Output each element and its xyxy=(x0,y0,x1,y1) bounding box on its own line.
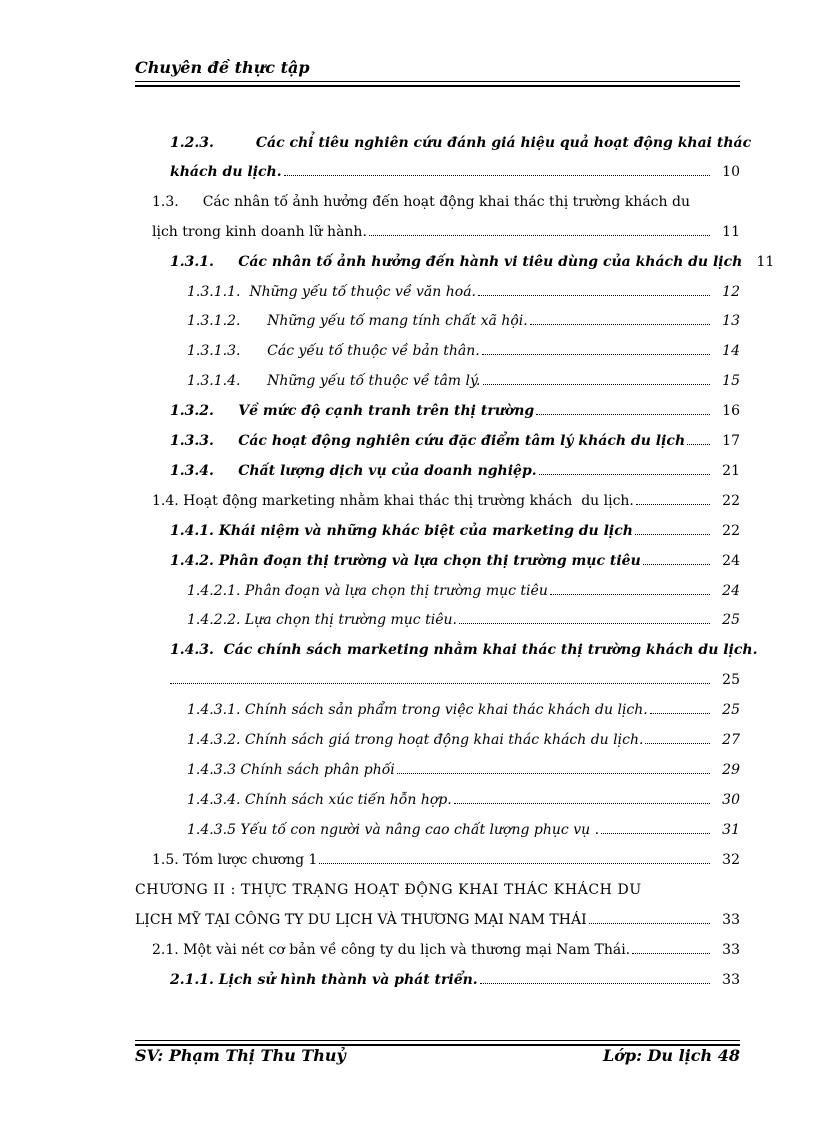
dot-leader xyxy=(636,490,710,505)
toc-entry-2-1-1[interactable] xyxy=(170,969,740,991)
dot-leader xyxy=(650,699,710,714)
toc-entry-1-4-3-2[interactable] xyxy=(187,729,740,751)
toc-entry-1-4-3-3[interactable] xyxy=(187,759,740,781)
toc-text: 1.3.2. Về mức độ cạnh tranh trên thị trường xyxy=(170,403,535,419)
toc-entry-1-3-1[interactable] xyxy=(170,251,775,273)
toc-text: 1.3.4. Chất lượng dịch vụ của doanh nghiệp. xyxy=(170,463,537,479)
toc-text: 1.3.1.4. Những yếu tố thuộc về tâm lý. xyxy=(187,373,481,389)
toc-entry-1-4-3-5[interactable] xyxy=(187,819,740,841)
toc-page-number: 25 xyxy=(722,702,740,718)
dot-leader xyxy=(643,550,710,565)
dot-leader xyxy=(530,310,710,325)
dot-leader xyxy=(632,939,710,954)
toc-text: 1.4.1. Khái niệm và những khác biệt của marketing du lịch xyxy=(170,523,633,539)
toc-page-number: 17 xyxy=(722,433,740,449)
toc-page-number: 11 xyxy=(722,224,740,240)
toc-text: 1.3.1.3. Các yếu tố thuộc về bản thân. xyxy=(187,343,480,359)
toc-entry-1-3-3[interactable] xyxy=(170,430,740,452)
footer-student-name: SV: Phạm Thị Thu Thuỷ xyxy=(135,1046,346,1065)
toc-entry-1-3-line1 xyxy=(152,191,690,213)
dot-leader xyxy=(397,759,710,774)
toc-page-number: 10 xyxy=(722,164,740,180)
toc-page-number: 29 xyxy=(722,762,740,778)
toc-page-number: 14 xyxy=(722,343,740,359)
toc-chapter-2-line1 xyxy=(135,879,642,901)
dot-leader xyxy=(480,969,710,984)
toc-entry-1-5[interactable] xyxy=(152,849,740,871)
toc-text: 1.5. Tóm lược chương 1 xyxy=(152,852,318,868)
toc-entry-1-3-1-3[interactable] xyxy=(187,340,740,362)
toc-entry-1-3-2[interactable] xyxy=(170,400,740,422)
toc-entry-1-4-3-line1 xyxy=(170,639,757,661)
dot-leader xyxy=(483,370,710,385)
toc-text: 1.3.3. Các hoạt động nghiên cứu đặc điểm tâm lý khách du lịch xyxy=(170,433,686,449)
toc-entry-1-4-2-2[interactable] xyxy=(187,609,740,631)
toc-text: 1.4.2.1. Phân đoạn và lựa chọn thị trường mục tiêu xyxy=(187,583,548,599)
toc-text: 1.3.1. Các nhân tố ảnh hưởng đến hành vi tiêu dùng của khách du lịch xyxy=(170,254,743,270)
toc-text: Các chỉ tiêu nghiên cứu đánh giá hiệu quả hoạt động khai thác xyxy=(255,135,752,151)
toc-text: CHƯƠNG II : THỰC TRẠNG HOẠT ĐỘNG KHAI THÁC KHÁCH DU xyxy=(135,882,642,898)
toc-entry-1-2-3-line1 xyxy=(170,132,751,154)
dot-leader xyxy=(645,729,710,744)
toc-page-number: 15 xyxy=(722,373,740,389)
toc-text: 1.4. Hoạt động marketing nhằm khai thác thị trường khách du lịch. xyxy=(152,493,634,509)
toc-page-number: 32 xyxy=(722,852,740,868)
toc-text: 2.1. Một vài nét cơ bản về công ty du lịch và thương mại Nam Thái. xyxy=(152,942,631,958)
toc-text: 1.4.3.5 Yếu tố con người và nâng cao chất lượng phục vụ . xyxy=(187,822,600,838)
dot-leader xyxy=(454,789,710,804)
toc-page-number: 31 xyxy=(722,822,740,838)
toc-text: 1.4.3.1. Chính sách sản phẩm trong việc khai thác khách du lịch. xyxy=(187,702,648,718)
toc-page-number: 24 xyxy=(722,583,740,599)
dot-leader xyxy=(687,430,710,445)
toc-page-number: 16 xyxy=(722,403,740,419)
page-header-title: Chuyên đề thực tập xyxy=(135,58,310,77)
toc-text: 1.3.1.1. Những yếu tố thuộc về văn hoá. xyxy=(187,284,476,300)
toc-entry-2-1[interactable] xyxy=(152,939,740,961)
toc-entry-1-4[interactable] xyxy=(152,490,740,512)
toc-entry-1-3-1-2[interactable] xyxy=(187,310,740,332)
toc-text: 1.4.3.2. Chính sách giá trong hoạt động khai thác khách du lịch. xyxy=(187,732,644,748)
dot-leader xyxy=(478,281,710,296)
toc-text: 1.4.2.2. Lựa chọn thị trường mục tiêu. xyxy=(187,612,457,628)
dot-leader xyxy=(284,161,710,176)
toc-page-number: 22 xyxy=(722,493,740,509)
toc-page-number: 12 xyxy=(722,284,740,300)
toc-text: 1.4.3.3 Chính sách phân phối xyxy=(187,762,395,778)
dot-leader xyxy=(319,849,710,864)
toc-page-number: 25 xyxy=(722,612,740,628)
page-footer xyxy=(135,1046,740,1065)
toc-entry-1-4-3[interactable] xyxy=(170,669,740,691)
dot-leader xyxy=(635,520,710,535)
toc-text: Các nhân tố ảnh hưởng đến hoạt động khai thác thị trường khách du xyxy=(202,194,690,210)
toc-chapter-2[interactable] xyxy=(135,909,740,931)
toc-page-number: 13 xyxy=(722,313,740,329)
toc-page-number: 30 xyxy=(722,792,740,808)
toc-entry-1-2-3[interactable] xyxy=(170,161,740,183)
toc-entry-1-3-1-1[interactable] xyxy=(187,281,740,303)
toc-page-number: 21 xyxy=(722,463,740,479)
dot-leader xyxy=(536,400,710,415)
toc-text: lịch trong kinh doanh lữ hành. xyxy=(152,224,367,240)
toc-number: 1.2.3. xyxy=(170,135,214,151)
dot-leader xyxy=(550,580,710,595)
dot-leader xyxy=(459,609,710,624)
toc-entry-1-4-2-1[interactable] xyxy=(187,580,740,602)
toc-page-number: 24 xyxy=(722,553,740,569)
toc-page-number: 25 xyxy=(722,672,740,688)
dot-leader xyxy=(170,669,710,684)
toc-text: khách du lịch. xyxy=(170,164,282,180)
toc-page-number: 33 xyxy=(722,972,740,988)
toc-number: 1.3. xyxy=(152,194,179,210)
footer-class: Lớp: Du lịch 48 xyxy=(602,1046,740,1065)
header-rule xyxy=(135,81,740,87)
toc-entry-1-3-1-4[interactable] xyxy=(187,370,740,392)
toc-page-number: 33 xyxy=(722,912,740,928)
toc-text: 1.4.2. Phân đoạn thị trường và lựa chọn thị trường mục tiêu xyxy=(170,553,641,569)
toc-page-number: 22 xyxy=(722,523,740,539)
toc-text: 1.3.1.2. Những yếu tố mang tính chất xã hội. xyxy=(187,313,528,329)
toc-text: 1.4.3.4. Chính sách xúc tiến hỗn hợp. xyxy=(187,792,452,808)
toc-entry-1-4-2[interactable] xyxy=(170,550,740,572)
dot-leader xyxy=(369,221,710,236)
dot-leader xyxy=(539,460,710,475)
toc-page-number: 33 xyxy=(722,942,740,958)
toc-text: 2.1.1. Lịch sử hình thành và phát triển. xyxy=(170,972,478,988)
toc-text: 1.4.3. Các chính sách marketing nhằm khai thác thị trường khách du lịch. xyxy=(170,642,758,658)
toc-entry-1-4-3-1[interactable] xyxy=(187,699,740,721)
dot-leader xyxy=(589,909,710,924)
dot-leader xyxy=(601,819,710,834)
toc-page-number: 27 xyxy=(722,732,740,748)
toc-entry-1-3-4[interactable] xyxy=(170,460,740,482)
toc-entry-1-3[interactable] xyxy=(152,221,740,243)
toc-text: LỊCH MỸ TẠI CÔNG TY DU LỊCH VÀ THƯƠNG MẠI NAM THÁI xyxy=(135,912,587,928)
toc-entry-1-4-3-4[interactable] xyxy=(187,789,740,811)
toc-page-number: 11 xyxy=(756,254,775,270)
dot-leader xyxy=(482,340,710,355)
toc-entry-1-4-1[interactable] xyxy=(170,520,740,542)
